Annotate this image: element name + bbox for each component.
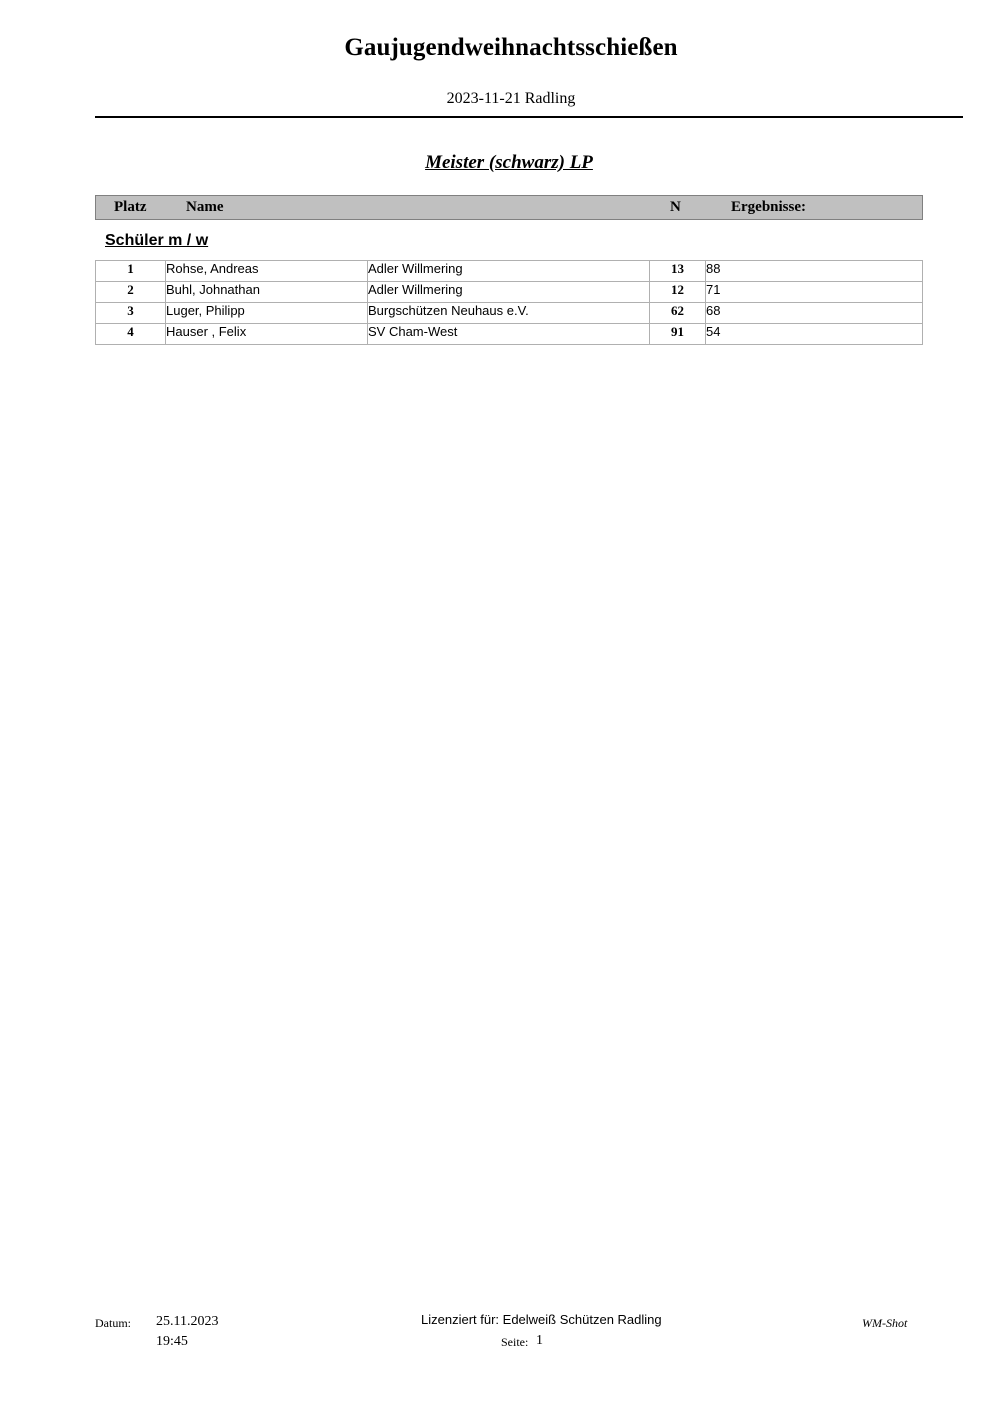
table-row [96,303,923,324]
column-header-n: N [670,199,681,215]
table-row [96,282,923,303]
rank-cell: 1 [96,261,166,282]
column-header-results: Ergebnisse: [731,199,806,215]
club-cell: Adler Willmering [368,261,650,282]
shooter-name-cell: Hauser , Felix [166,324,368,345]
footer-page-number: 1 [536,1333,543,1348]
column-header-name: Name [186,199,224,215]
n-cell: 62 [650,303,706,324]
club-cell: Adler Willmering [368,282,650,303]
result-cell: 54 [706,324,923,345]
result-cell: 68 [706,303,923,324]
rank-cell: 4 [96,324,166,345]
footer-time: 19:45 [156,1334,188,1349]
table-row [96,324,923,345]
rank-cell: 3 [96,303,166,324]
footer-license: Lizenziert für: Edelweiß Schützen Radling [421,1312,662,1327]
section-title: Meister (schwarz) LP [425,152,593,173]
shooter-name-cell: Rohse, Andreas [166,261,368,282]
shooter-name-cell: Buhl, Johnathan [166,282,368,303]
footer-software-name: WM-Shot [862,1316,908,1330]
document-title: Gaujugendweihnachtsschießen [344,34,678,61]
table-row [96,261,923,282]
result-cell: 71 [706,282,923,303]
footer-date-label: Datum: [95,1316,131,1330]
footer-date: 25.11.2023 [156,1314,219,1329]
n-cell: 12 [650,282,706,303]
n-cell: 91 [650,324,706,345]
column-header-bar [95,195,923,220]
results-table [95,260,923,345]
club-cell: SV Cham-West [368,324,650,345]
header-divider [95,116,963,118]
n-cell: 13 [650,261,706,282]
club-cell: Burgschützen Neuhaus e.V. [368,303,650,324]
rank-cell: 2 [96,282,166,303]
column-header-rank: Platz [114,199,147,215]
event-date-location: 2023-11-21 Radling [446,90,576,107]
footer-page-label: Seite: [501,1335,529,1349]
shooter-name-cell: Luger, Philipp [166,303,368,324]
group-label: Schüler m / w [105,232,209,249]
result-cell: 88 [706,261,923,282]
